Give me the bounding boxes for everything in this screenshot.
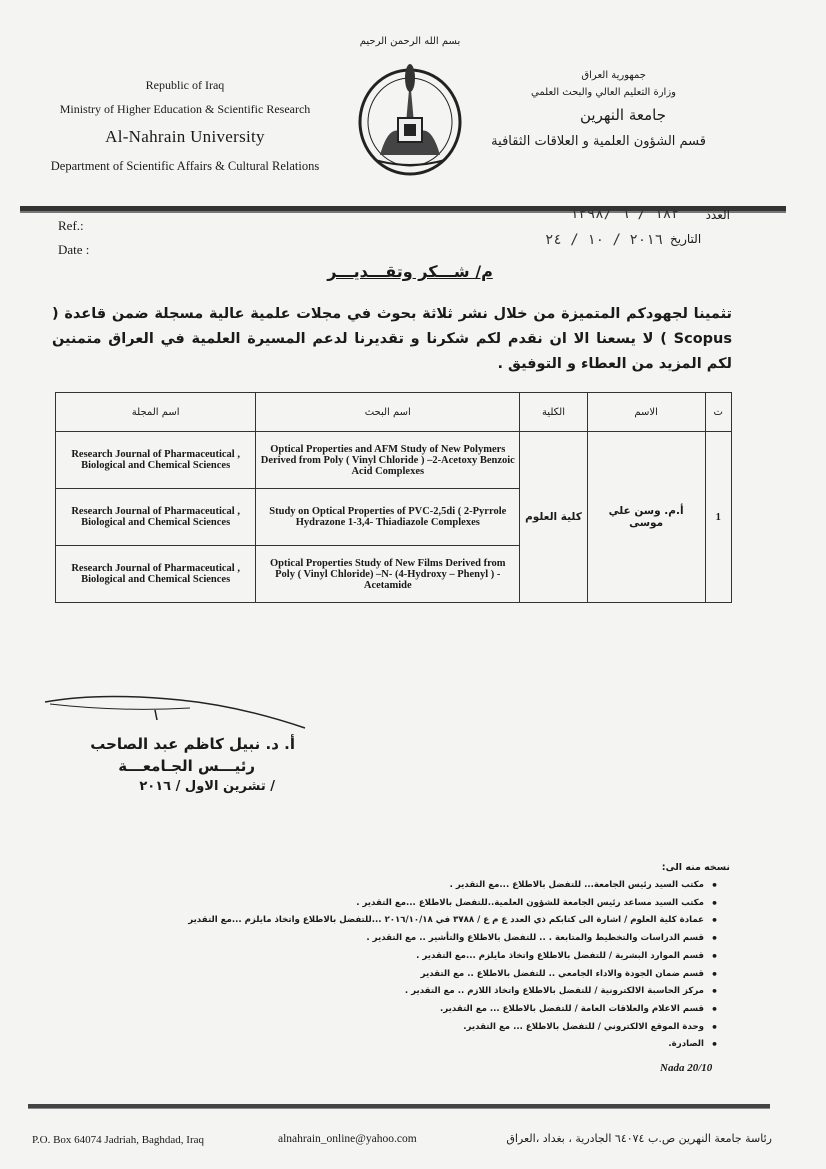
list-item: • مكتب السيد رئيس الجامعة... للتفضل بالاطلاع ...مع التقدير . — [240, 877, 704, 895]
college-cell: كلية العلوم — [520, 432, 587, 603]
basmala: بسم الله الرحمن الرحيم — [359, 36, 461, 47]
copies-list — [188, 877, 720, 1054]
research-table — [55, 392, 732, 603]
list-item: • قسم ضمان الجودة والاداء الجامعي .. للتفضل بالاطلاع .. مع التقدير — [240, 966, 704, 984]
research-cell: Study on Optical Properties of PVC-2,5di ( 2-Pyrrole Hydrazone 1-3,4- Thiadiazole Complexes — [256, 489, 520, 546]
table-header-row — [56, 393, 732, 432]
header-english — [20, 78, 350, 174]
footer-divider — [28, 1104, 770, 1109]
date-label: Date : — [58, 242, 90, 257]
department-ar: قسم الشؤون العلمية و العلاقات الثقافية — [491, 134, 706, 149]
list-item: • قسم الموارد البشرية / للتفضل بالاطلاع واتخاذ مايلزم ...مع التقدير . — [240, 948, 704, 966]
letter-subject: م/ شـــكر وتقـــديـــر — [327, 262, 493, 281]
date-value: ٢٠١٦ / ١٠ / ٢٤ — [545, 232, 664, 248]
university-en: Al-Nahrain University — [105, 127, 265, 146]
department-en: Department of Scientific Affairs & Cultural Relations — [50, 159, 320, 173]
header-research: اسم البحث — [256, 393, 520, 432]
header-name: الاسم — [587, 393, 705, 432]
number-label-ar: العدد — [705, 208, 730, 222]
journal-cell: Research Journal of Pharmaceutical , Biological and Chemical Sciences — [56, 489, 256, 546]
list-item: • وحدة الموقع الالكتروني / للتفضل بالاطلاع ... مع التقدير. — [240, 1019, 704, 1037]
index-cell: 1 — [705, 432, 731, 603]
signatory-date: / تشرين الاول / ٢٠١٦ — [139, 779, 275, 794]
footer-address-ar: رئاسة جامعة النهرين ص.ب ٦٤٠٧٤ الجادرية ، بغداد ،العراق — [506, 1132, 772, 1145]
header-index: ت — [705, 393, 731, 432]
header-college: الكلية — [520, 393, 587, 432]
list-item: • قسم الدراسات والتخطيط والمتابعة . .. للتفضل بالاطلاع والتأشير .. مع التقدير . — [240, 930, 704, 948]
person-name-cell: أ.م. وسن علي موسى — [587, 432, 705, 603]
signatory-block — [55, 735, 295, 794]
footer-email: alnahrain_online@yahoo.com — [278, 1133, 417, 1145]
list-item: • مكتب السيد مساعد رئيس الجامعة للشؤون العلمية..للتفضل بالاطلاع ...مع التقدير . — [240, 895, 704, 913]
signatory-title: رئيـــس الجـامعـــة — [118, 757, 255, 775]
country-ar: جمهورية العراق — [581, 70, 646, 81]
footer-address-en: P.O. Box 64074 Jadriah, Baghdad, Iraq — [32, 1134, 205, 1146]
ministry-en: Ministry of Higher Education & Scientific Research — [59, 102, 311, 116]
number-value: ١٨٢ / ٦ /١٢٩٨ — [570, 206, 680, 222]
list-item: • مركز الحاسبة الالكترونية / للتفضل بالاطلاع واتخاذ اللازم .. مع التقدير . — [240, 983, 704, 1001]
research-cell: Optical Properties Study of New Films Derived from Poly ( Vinyl Chloride) –N- (4-Hydroxy – Phenyl ) - Acetamide — [256, 546, 520, 603]
list-item: • قسم الاعلام والعلاقات العامة / للتفضل بالاطلاع ... مع التقدير. — [240, 1001, 704, 1019]
date-label-ar: التاريخ — [670, 232, 702, 246]
ministry-ar: وزارة التعليم العالي والبحث العلمي — [531, 87, 676, 98]
header-arabic — [426, 70, 706, 149]
copies-title: نسخه منه الى: — [661, 862, 730, 873]
signature-scribble-icon — [40, 690, 310, 730]
ref-label: Ref.: — [58, 218, 84, 233]
country-en: Republic of Iraq — [145, 78, 225, 92]
letter-body: تثمينا لجهودكم المتميزة من خلال نشر ثلاثة بحوث في مجلات علمية عالية مسجلة ضمن قاعدة ( Scopus ) لا يسعنا الا ان نقدم لكم شكرنا و تقديرنا لدعم المسيرة العلمية في العراق متمنين لكم المزيد من العطاء و التوفيق . — [52, 306, 732, 372]
university-ar: جامعة النهرين — [580, 106, 666, 124]
typist-initials: Nada 20/10 — [660, 1062, 713, 1074]
research-cell: Optical Properties and AFM Study of New Polymers Derived from Poly ( Vinyl Chloride ) –2-Acetoxy Benzoic Acid Complexes — [256, 432, 520, 489]
list-item: • الصادرة. — [240, 1036, 704, 1054]
journal-cell: Research Journal of Pharmaceutical , Biological and Chemical Sciences — [56, 546, 256, 603]
table-row — [56, 432, 732, 489]
header-journal: اسم المجلة — [56, 393, 256, 432]
list-item: • عمادة كلية العلوم / اشارة الى كتابكم ذي العدد ع م ع / ٣٧٨٨ في ٢٠١٦/١٠/١٨ ...للتفضل بالاطلاع واتخاذ مايلزم ...مع التقدير — [240, 912, 704, 930]
signatory-name: أ. د. نبيل كاظم عبد الصاحب — [90, 735, 295, 753]
journal-cell: Research Journal of Pharmaceutical , Biological and Chemical Sciences — [56, 432, 256, 489]
copies-section — [188, 862, 730, 1054]
